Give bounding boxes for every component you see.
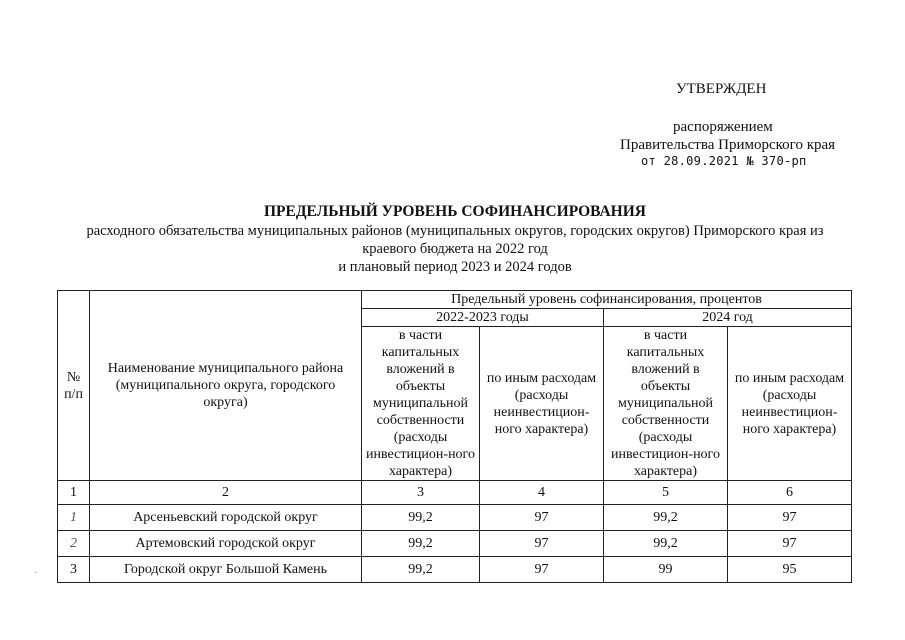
document-title-block [40, 202, 870, 276]
row-value-other-2024: 97 [728, 531, 852, 557]
row-value-other-2024: 97 [728, 505, 852, 531]
column-number-row [58, 481, 852, 505]
column-number-cell: 3 [362, 481, 480, 505]
table-row [58, 557, 852, 583]
cofinancing-table [57, 290, 852, 583]
document-subtitle-line1: расходного обязательства муниципальных районов (муниципальных округов, городских округов) Приморского края из [86, 223, 824, 239]
row-value-capital-2024: 99 [604, 557, 728, 583]
approval-decree-line1: распоряжением [673, 119, 773, 135]
col-header-number: № п/п [58, 291, 90, 481]
approval-decree-line3: от 28.09.2021 № 370-рп [641, 154, 807, 168]
col-header-period-2022-2023: 2022-2023 годы [362, 309, 604, 327]
row-value-capital-2022: 99,2 [362, 505, 480, 531]
column-number-cell: 5 [604, 481, 728, 505]
approval-decree-line2: Правительства Приморского края [620, 137, 836, 153]
row-value-other-2022: 97 [480, 505, 604, 531]
column-number-cell: 6 [728, 481, 852, 505]
col-header-name: Наименование муниципального района (муниципального округа, городского округа) [90, 291, 362, 481]
row-number: 1 [58, 505, 90, 531]
scan-speck: · [34, 568, 38, 579]
row-value-capital-2022: 99,2 [362, 531, 480, 557]
column-number-cell: 1 [58, 481, 90, 505]
column-number-cell: 4 [480, 481, 604, 505]
row-value-capital-2024: 99,2 [604, 505, 728, 531]
column-number-cell: 2 [90, 481, 362, 505]
col-header-other-2024: по иным расходам (расходы неинвестицион-ного характера) [728, 327, 852, 481]
document-subtitle-line3: и плановый период 2023 и 2024 годов [338, 259, 572, 275]
row-name: Городской округ Большой Камень [90, 557, 362, 583]
row-value-other-2024: 95 [728, 557, 852, 583]
col-header-capital-2022: в части капитальных вложений в объекты муниципальной собственности (расходы инвестицион-ного характера) [362, 327, 480, 481]
row-value-other-2022: 97 [480, 531, 604, 557]
document-subtitle-line2: краевого бюджета на 2022 год [362, 241, 548, 257]
col-header-period-2024: 2024 год [604, 309, 852, 327]
col-header-other-2022: по иным расходам (расходы неинвестицион-ного характера) [480, 327, 604, 481]
row-name: Артемовский городской округ [90, 531, 362, 557]
col-header-group: Предельный уровень софинансирования, процентов [362, 291, 852, 309]
row-value-capital-2024: 99,2 [604, 531, 728, 557]
row-value-capital-2022: 99,2 [362, 557, 480, 583]
row-name: Арсеньевский городской округ [90, 505, 362, 531]
col-header-capital-2024: в части капитальных вложений в объекты муниципальной собственности (расходы инвестицион-ного характера) [604, 327, 728, 481]
row-number: 3 [58, 557, 90, 583]
approval-stamp-title: УТВЕРЖДЕН [676, 81, 767, 97]
row-number: 2 [58, 531, 90, 557]
table-row [58, 505, 852, 531]
row-value-other-2022: 97 [480, 557, 604, 583]
table-row [58, 531, 852, 557]
document-title: ПРЕДЕЛЬНЫЙ УРОВЕНЬ СОФИНАНСИРОВАНИЯ [264, 203, 646, 220]
